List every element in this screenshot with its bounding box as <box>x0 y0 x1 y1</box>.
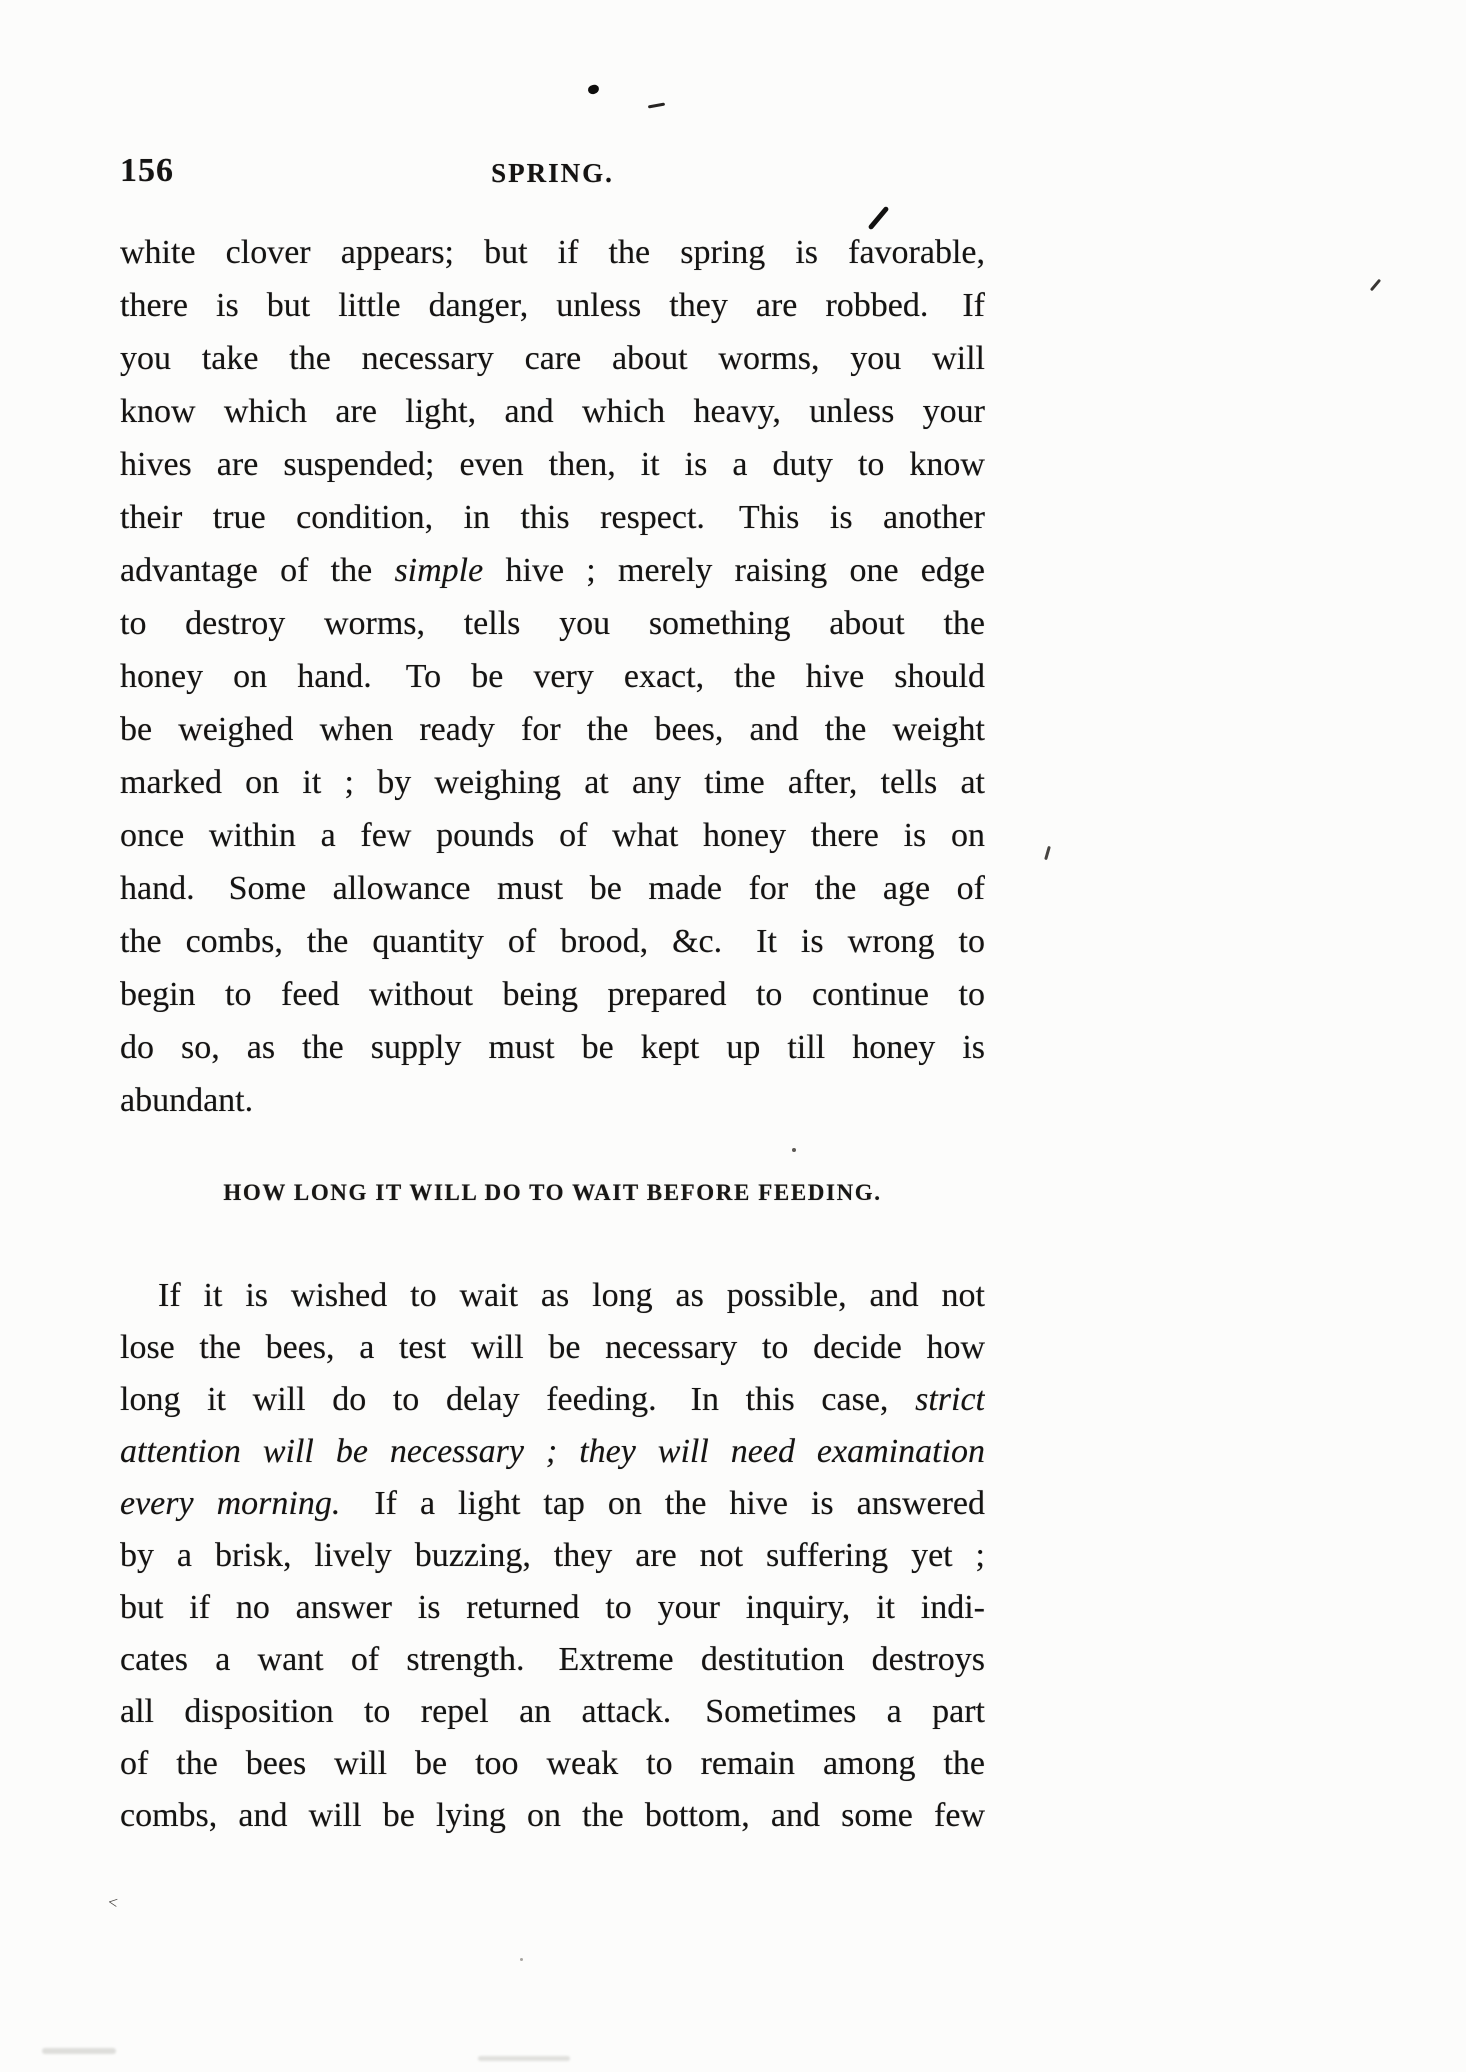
text-line <box>120 279 985 332</box>
text-line <box>120 385 985 438</box>
text-line <box>120 332 985 385</box>
text-segment: long it will do to delay feeding. In this case, <box>120 1381 916 1418</box>
text-line <box>120 1270 985 1322</box>
text-segment: marked on it ; by weighing at any time after, tells at <box>120 764 985 801</box>
text-segment: of the bees will be too weak to remain among the <box>120 1745 985 1782</box>
text-segment: hive ; merely raising one edge <box>483 552 985 589</box>
text-segment: honey on hand. To be very exact, the hive should <box>120 658 985 695</box>
text-line <box>120 438 985 491</box>
ink-speck <box>1370 279 1381 292</box>
text-segment: but if no answer is returned to your inquiry, it indi- <box>120 1589 985 1626</box>
ink-speck <box>520 1958 523 1961</box>
text-line <box>120 1686 985 1738</box>
text-line <box>120 1530 985 1582</box>
text-line <box>120 1074 985 1127</box>
text-line <box>120 756 985 809</box>
ink-speck <box>648 103 665 109</box>
ink-speck <box>1044 846 1051 860</box>
text-segment: do so, as the supply must be kept up till honey is <box>120 1029 985 1066</box>
text-line <box>120 1374 985 1426</box>
text-line <box>120 1322 985 1374</box>
text-line <box>120 650 985 703</box>
running-head: SPRING. <box>491 158 614 188</box>
text-segment: the combs, the quantity of brood, &c. It is wrong to <box>120 923 985 960</box>
text-segment: all disposition to repel an attack. Sometimes a part <box>120 1693 985 1730</box>
text-segment: cates a want of strength. Extreme destitution destroys <box>120 1641 985 1678</box>
text-line <box>120 1478 985 1530</box>
page-number: 156 <box>120 152 174 189</box>
text-segment: their true condition, in this respect. This is another <box>120 499 985 536</box>
text-segment: If it is wished to wait as long as possible, and not <box>158 1277 985 1314</box>
text-line <box>120 544 985 597</box>
margin-mark: < <box>106 1892 119 1913</box>
italic-text-segment: strict <box>915 1381 985 1418</box>
text-line <box>120 1582 985 1634</box>
text-line <box>120 703 985 756</box>
text-line <box>120 862 985 915</box>
text-line <box>120 1426 985 1478</box>
text-line <box>120 915 985 968</box>
running-header <box>120 152 985 194</box>
text-segment: hives are suspended; even then, it is a duty to know <box>120 446 985 483</box>
paragraph-2 <box>120 1270 985 1842</box>
text-segment: hand. Some allowance must be made for the age of <box>120 870 985 907</box>
text-line <box>120 1790 985 1842</box>
text-line <box>120 491 985 544</box>
text-line <box>120 1738 985 1790</box>
italic-text-segment: simple <box>394 552 484 589</box>
italic-text-segment: attention will be necessary ; they will need examination <box>120 1433 985 1470</box>
text-segment: advantage of the <box>120 552 395 589</box>
text-segment: once within a few pounds of what honey there is on <box>120 817 985 854</box>
section-heading: HOW LONG IT WILL DO TO WAIT BEFORE FEEDING. <box>223 1180 882 1205</box>
text-segment: If a light tap on the hive is answered <box>340 1485 985 1522</box>
scan-smudge <box>478 2056 570 2061</box>
text-segment: lose the bees, a test will be necessary to decide how <box>120 1329 985 1366</box>
paragraph-1 <box>120 226 985 1127</box>
text-segment: to destroy worms, tells you something about the <box>120 605 985 642</box>
ink-speck <box>792 1148 796 1152</box>
text-segment: be weighed when ready for the bees, and the weight <box>120 711 985 748</box>
text-line <box>120 1634 985 1686</box>
text-line <box>120 597 985 650</box>
text-segment: abundant. <box>120 1082 254 1119</box>
scan-smudge <box>42 2048 116 2054</box>
text-line <box>120 968 985 1021</box>
text-segment: by a brisk, lively buzzing, they are not suffering yet ; <box>120 1537 985 1574</box>
text-line <box>120 809 985 862</box>
text-segment: white clover appears; but if the spring is favorable, <box>120 234 985 271</box>
italic-text-segment: every morning. <box>120 1485 341 1522</box>
text-line <box>120 1021 985 1074</box>
text-segment: combs, and will be lying on the bottom, and some few <box>120 1797 985 1834</box>
text-segment: you take the necessary care about worms, you will <box>120 340 985 377</box>
text-line <box>120 226 985 279</box>
ink-speck <box>587 84 600 95</box>
text-segment: there is but little danger, unless they are robbed. If <box>120 287 985 324</box>
text-segment: begin to feed without being prepared to continue to <box>120 976 985 1013</box>
text-segment: know which are light, and which heavy, unless your <box>120 393 985 430</box>
